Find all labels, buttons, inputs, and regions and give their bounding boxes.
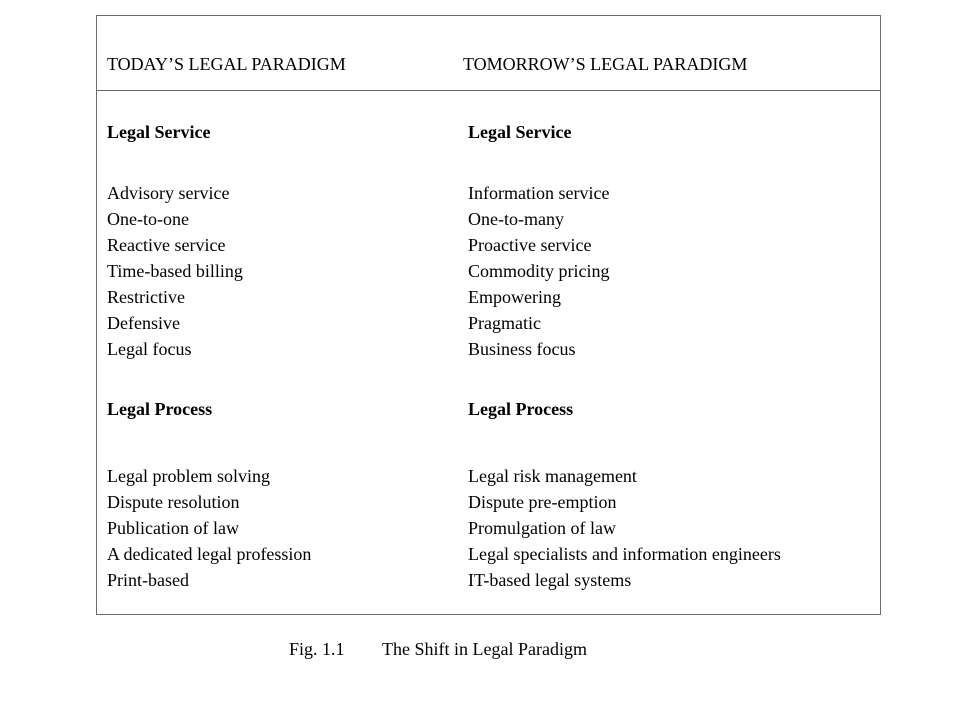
list-item: Pragmatic — [468, 313, 541, 333]
process-list-tomorrow — [468, 463, 781, 593]
list-item: Defensive — [107, 313, 180, 333]
list-item: One-to-many — [468, 209, 564, 229]
list-item: Commodity pricing — [468, 261, 610, 281]
header-tomorrow: TOMORROW’S LEGAL PARADIGM — [463, 54, 748, 74]
list-item: Print-based — [107, 570, 189, 590]
list-item: Empowering — [468, 287, 561, 307]
figure-caption — [289, 636, 587, 662]
list-item: IT-based legal systems — [468, 570, 632, 590]
service-list-tomorrow — [468, 180, 610, 362]
header-today: TODAY’S LEGAL PARADIGM — [107, 54, 346, 74]
section-title-service-today: Legal Service — [107, 122, 211, 142]
list-item: Dispute resolution — [107, 492, 240, 512]
list-item: Legal specialists and information engineers — [468, 544, 781, 564]
list-item: A dedicated legal profession — [107, 544, 312, 564]
section-title-process-today: Legal Process — [107, 399, 213, 419]
figure-number: Fig. 1.1 — [289, 639, 345, 659]
list-item: Legal risk management — [468, 466, 637, 486]
list-item: Restrictive — [107, 287, 185, 307]
list-item: Business focus — [468, 339, 576, 359]
list-item: Legal focus — [107, 339, 192, 359]
service-list-today — [107, 180, 243, 362]
list-item: Dispute pre-emption — [468, 492, 617, 512]
list-item: Information service — [468, 183, 610, 203]
section-title-process-tomorrow: Legal Process — [468, 399, 574, 419]
process-list-today — [107, 463, 311, 593]
list-item: Proactive service — [468, 235, 592, 255]
list-item: Time-based billing — [107, 261, 243, 281]
list-item: Promulgation of law — [468, 518, 616, 538]
list-item: Publication of law — [107, 518, 239, 538]
list-item: Legal problem solving — [107, 466, 270, 486]
list-item: One-to-one — [107, 209, 189, 229]
header-divider — [97, 90, 880, 91]
figure-title: The Shift in Legal Paradigm — [382, 639, 587, 659]
list-item: Reactive service — [107, 235, 226, 255]
section-title-service-tomorrow: Legal Service — [468, 122, 572, 142]
list-item: Advisory service — [107, 183, 230, 203]
